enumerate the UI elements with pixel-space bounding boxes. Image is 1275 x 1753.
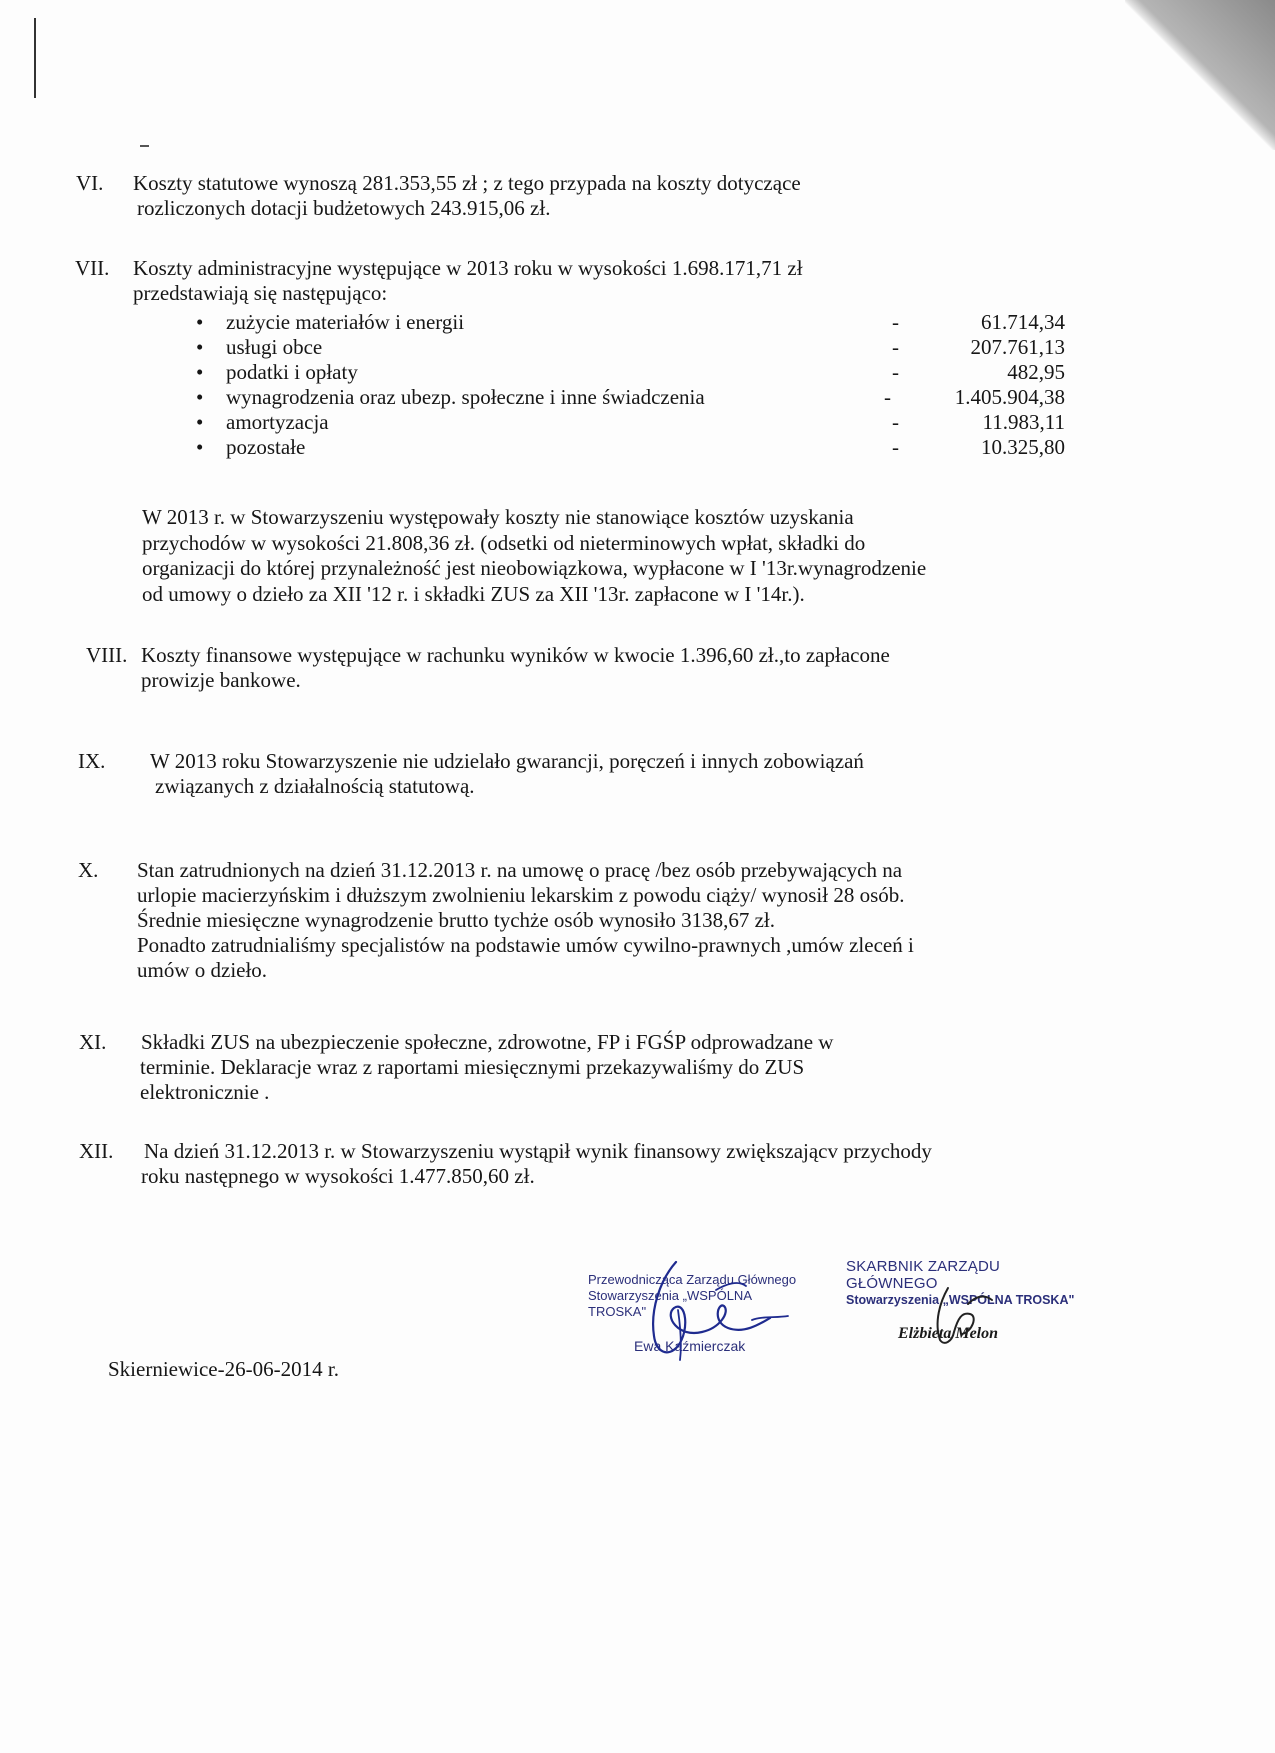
section-ix-line2: związanych z działalnością statutową. [155, 774, 475, 798]
note-line: przychodów w wysokości 21.808,36 zł. (odsetki od nieterminowych wpłat, składki do [142, 530, 866, 555]
cost-label: zużycie materiałów i energii [226, 310, 465, 334]
section-xi [79, 1030, 833, 1105]
section-ix-line1: W 2013 roku Stowarzyszenie nie udzielało gwarancji, poręczeń i innych zobowiązań [150, 749, 864, 773]
place-and-date: Skierniewice-26-06-2014 r. [108, 1357, 339, 1381]
cost-label: pozostałe [226, 435, 306, 459]
section-x-line1: Stan zatrudnionych na dzień 31.12.2013 r. na umowę o pracę /bez osób przebywających na [137, 858, 903, 882]
cost-amount: 11.983,11 [982, 410, 1065, 434]
section-vii-line1: Koszty administracyjne występujące w 2013 roku w wysokości 1.698.171,71 zł [133, 256, 803, 280]
section-x-line2: urlopie macierzyńskim i dłuższym zwolnieniu lekarskim z powodu ciąży/ wynosił 28 osób. [137, 883, 905, 907]
section-viii-number: VIII. [86, 643, 128, 667]
list-item [196, 410, 1076, 435]
section-viii [86, 643, 890, 693]
cost-dash: - [892, 360, 899, 384]
list-item [196, 310, 1076, 335]
section-vi-line2: rozliczonych dotacji budżetowych 243.915,06 zł. [137, 196, 551, 220]
folded-corner [1125, 0, 1275, 150]
cost-amount: 1.405.904,38 [954, 385, 1065, 409]
section-xii [79, 1139, 932, 1189]
cost-breakdown-list [196, 310, 1076, 460]
chairwoman-signature-icon [620, 1250, 810, 1370]
chairwoman-title: Przewodnicząca Zarządu Głównego [588, 1272, 797, 1287]
section-vi-number: VI. [76, 171, 104, 195]
section-xi-line2: terminie. Deklaracje wraz z raportami miesięcznymi przekazywaliśmy do ZUS [140, 1055, 805, 1079]
section-xii-number: XII. [79, 1139, 114, 1163]
bullet-icon: • [196, 410, 204, 434]
cost-amount: 482,95 [1007, 360, 1065, 384]
note-line: W 2013 r. w Stowarzyszeniu występowały koszty nie stanowiące kosztów uzyskania [142, 505, 854, 529]
cost-amount: 207.761,13 [970, 335, 1065, 359]
cost-amount: 10.325,80 [981, 435, 1065, 459]
note-line: od umowy o dzieło za XII '12 r. i składki ZUS za XII '13r. zapłacone w I '14r.). [142, 581, 805, 606]
section-xi-line1: Składki ZUS na ubezpieczenie społeczne, zdrowotne, FP i FGŚP odprowadzane w [141, 1030, 834, 1054]
scan-edge-mark [34, 18, 36, 98]
treasurer-signature-icon [918, 1282, 1008, 1352]
bullet-icon: • [196, 310, 204, 334]
section-vii-note [142, 505, 926, 607]
list-item [196, 335, 1076, 360]
cost-label: usługi obce [226, 335, 323, 359]
section-xi-number: XI. [79, 1030, 107, 1054]
treasurer-name: Elżbieta Melon [898, 1325, 999, 1342]
bullet-icon: • [196, 385, 204, 409]
section-x-line5: umów o dzieło. [137, 958, 268, 982]
treasurer-organization: Stowarzyszenia „WSPÓLNA TROSKA" [846, 1293, 1075, 1307]
scan-dash-mark [140, 145, 149, 147]
section-vii-line2: przedstawiają się następująco: [133, 281, 388, 305]
section-viii-line1: Koszty finansowe występujące w rachunku wyników w kwocie 1.396,60 zł.,to zapłacone [141, 643, 890, 667]
list-item [196, 435, 1076, 460]
chairwoman-organization: Stowarzyszenia „WSPÓLNA TROSKA" [588, 1288, 752, 1319]
section-viii-line2: prowizje bankowe. [141, 668, 301, 692]
list-item [196, 385, 1076, 410]
section-ix [78, 749, 864, 799]
section-xii-line1: Na dzień 31.12.2013 r. w Stowarzyszeniu wystąpił wynik finansowy zwiększającv przychody [144, 1139, 932, 1163]
section-vi [76, 171, 801, 221]
bullet-icon: • [196, 335, 204, 359]
section-x [78, 858, 914, 983]
section-x-number: X. [78, 858, 99, 882]
section-vii-number: VII. [75, 256, 110, 280]
cost-dash: - [892, 435, 899, 459]
section-xi-line3: elektronicznie . [140, 1080, 270, 1104]
section-x-line4: Ponadto zatrudnialiśmy specjalistów na podstawie umów cywilno-prawnych ,umów zleceń i [137, 933, 914, 957]
cost-dash: - [892, 410, 899, 434]
note-line: organizacji do której przynależność jest nieobowiązkowa, wypłacone w I '13r.wynagrodzenie [142, 556, 927, 580]
section-xii-line2: roku następnego w wysokości 1.477.850,60 zł. [141, 1164, 535, 1188]
section-x-line3: Średnie miesięczne wynagrodzenie brutto tychże osób wynosiło 3138,67 zł. [137, 908, 775, 932]
section-ix-number: IX. [78, 749, 106, 773]
bullet-icon: • [196, 360, 204, 384]
cost-label: wynagrodzenia oraz ubezp. społeczne i inne świadczenia [226, 385, 705, 409]
cost-dash: - [884, 385, 891, 409]
cost-amount: 61.714,34 [981, 310, 1065, 334]
bullet-icon: • [196, 435, 204, 459]
section-vi-line1: Koszty statutowe wynoszą 281.353,55 zł ; z tego przypada na koszty dotyczące [133, 171, 801, 195]
cost-label: amortyzacja [226, 410, 329, 434]
treasurer-title: SKARBNIK ZARZĄDU GŁÓWNEGO [846, 1258, 1001, 1292]
list-item [196, 360, 1076, 385]
chairwoman-name: Ewa Kaźmierczak [634, 1338, 746, 1354]
section-vii [75, 256, 803, 306]
cost-label: podatki i opłaty [226, 360, 358, 384]
cost-dash: - [892, 310, 899, 334]
cost-dash: - [892, 335, 899, 359]
